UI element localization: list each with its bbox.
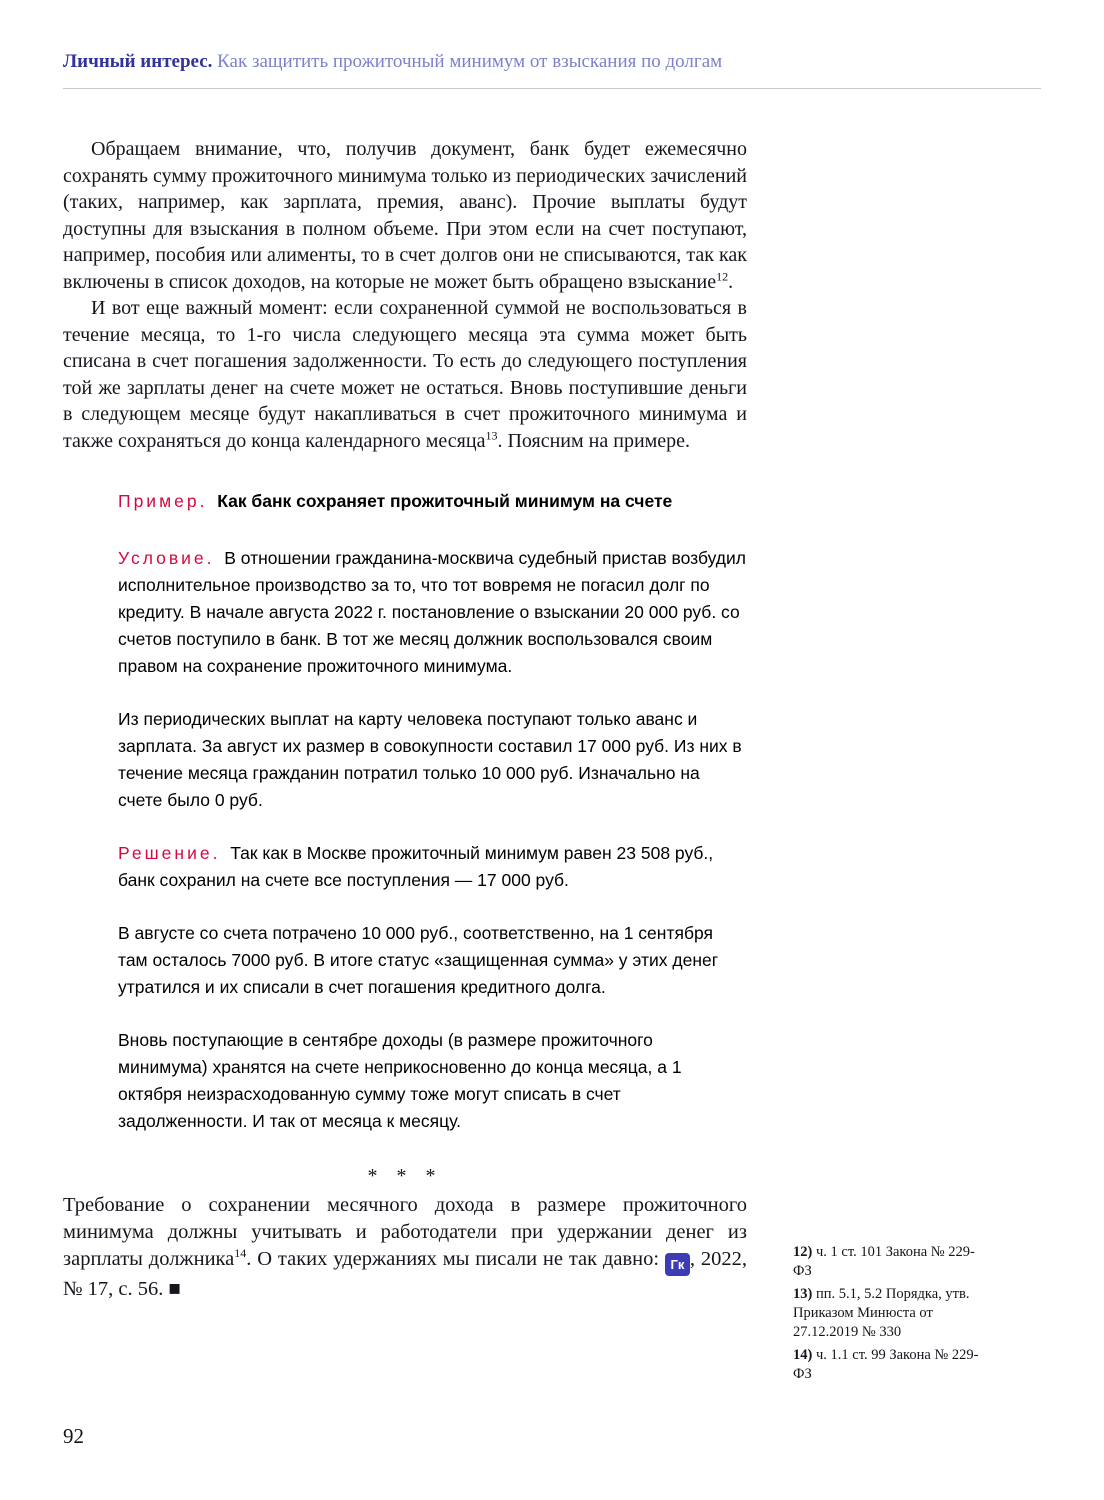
example-solution-2: В августе со счета потрачено 10 000 руб., соответственно, на 1 сентября там осталось 7000 руб. В итоге статус «защищенная сумма» у этих денег утратился и их списали в счет погашения кредитного долга. (118, 923, 719, 997)
example-block (118, 488, 746, 1135)
footnote-13 (793, 1285, 979, 1342)
header-divider (63, 88, 1041, 89)
example-label: Пример. (118, 491, 208, 511)
closing-paragraph (63, 1192, 747, 1303)
main-column (63, 136, 747, 1303)
closing-tail-before-icon: . О таких удержаниях мы писали не так давно: (246, 1248, 665, 1270)
footnote-14-text: ч. 1.1 ст. 99 Закона № 229-ФЗ (793, 1347, 979, 1382)
footnote-12-text: ч. 1 ст. 101 Закона № 229-ФЗ (793, 1244, 975, 1279)
footnote-ref-13: 13 (485, 427, 498, 442)
stars-separator: * * * (367, 1165, 443, 1187)
magazine-logo-icon: Гк (665, 1253, 690, 1276)
footnote-ref-12: 12 (716, 268, 729, 283)
footnote-12-number: 12) (793, 1244, 813, 1260)
footnotes-sidebar (793, 1243, 979, 1388)
intro-paragraph-1-text: Обращаем внимание, что, получив документ, банк будет ежемесячно сохранять сумму прожиточного минимума только из периодических зачислений (таких, например, как зарплата, премия, аванс). Прочие выплаты будут доступны для взыскания в полном объеме. При этом если на счет поступают, например, пособия или алименты, то в счет долгов они не списываются, так как включены в список доходов, на которые не может быть обращено взыскание (63, 138, 747, 293)
solution-label: Решение. (118, 843, 221, 863)
example-solution (118, 840, 746, 894)
intro-paragraph-1-tail: . (728, 270, 734, 293)
condition-label: Условие. (118, 548, 215, 568)
footnote-13-text: пп. 5.1, 5.2 Порядка, утв. Приказом Минюста от 27.12.2019 № 330 (793, 1286, 970, 1340)
example-condition-2: Из периодических выплат на карту человека поступают только аванс и зарплата. За август их размер в совокупности составил 17 000 руб. Из них в течение месяца гражданин потратил только 10 000 руб. Изначально на счете было 0 руб. (118, 709, 742, 810)
page-header (63, 50, 1043, 74)
example-condition (118, 545, 746, 680)
intro-paragraph-1 (63, 136, 747, 295)
intro-paragraph-2-text: И вот еще важный момент: если сохраненной суммой не воспользоваться в течение месяца, то 1-го числа следующего месяца эта сумма может быть списана в счет погашения задолженности. То есть до следующего поступления той же зарплаты денег на счете может не остаться. Вновь поступившие деньги в следующем месяце будут накапливаться в счет прожиточного минимума и также сохраняться до конца календарного месяца (63, 297, 747, 452)
intro-paragraph-2 (63, 295, 747, 454)
page-number: 92 (63, 1424, 84, 1448)
footnote-14 (793, 1346, 979, 1384)
solution-text: Так как в Москве прожиточный минимум равен 23 508 руб., банк сохранил на счете все поступления — 17 000 руб. (118, 843, 714, 890)
footnote-12 (793, 1243, 979, 1281)
article-title: Как защитить прожиточный минимум от взыскания по долгам (217, 51, 723, 72)
closing-text: Требование о сохранении месячного дохода в размере прожиточного минимума должны учитывать и работодатели при удержании денег из зарплаты должника (63, 1194, 747, 1270)
condition-text: В отношении гражданина-москвича судебный пристав возбудил исполнительное производство за то, что тот вовремя не погасил долг по кредиту. В начале августа 2022 г. постановление о взыскании 20 000 руб. со счетов поступило в банк. В тот же месяц должник воспользовался своим правом на сохранение прожиточного минимума. (118, 548, 746, 676)
footnote-ref-14: 14 (234, 1246, 247, 1261)
intro-paragraph-2-tail: . Поясним на примере. (497, 429, 691, 452)
example-title: Как банк сохраняет прожиточный минимум на счете (217, 491, 673, 511)
example-heading (118, 488, 746, 515)
footnote-14-number: 14) (793, 1347, 813, 1363)
rubric-label: Личный интерес. (63, 51, 213, 72)
footnote-13-number: 13) (793, 1286, 813, 1302)
closing-tail-after-icon: , 2022, № 17, с. 56. ■ (63, 1248, 747, 1300)
example-solution-3: Вновь поступающие в сентябре доходы (в размере прожиточного минимума) хранятся на счете неприкосновенно до конца месяца, а 1 октября неизрасходованную сумму тоже могут списать в счет задолженности. И так от месяца к месяцу. (118, 1030, 682, 1131)
